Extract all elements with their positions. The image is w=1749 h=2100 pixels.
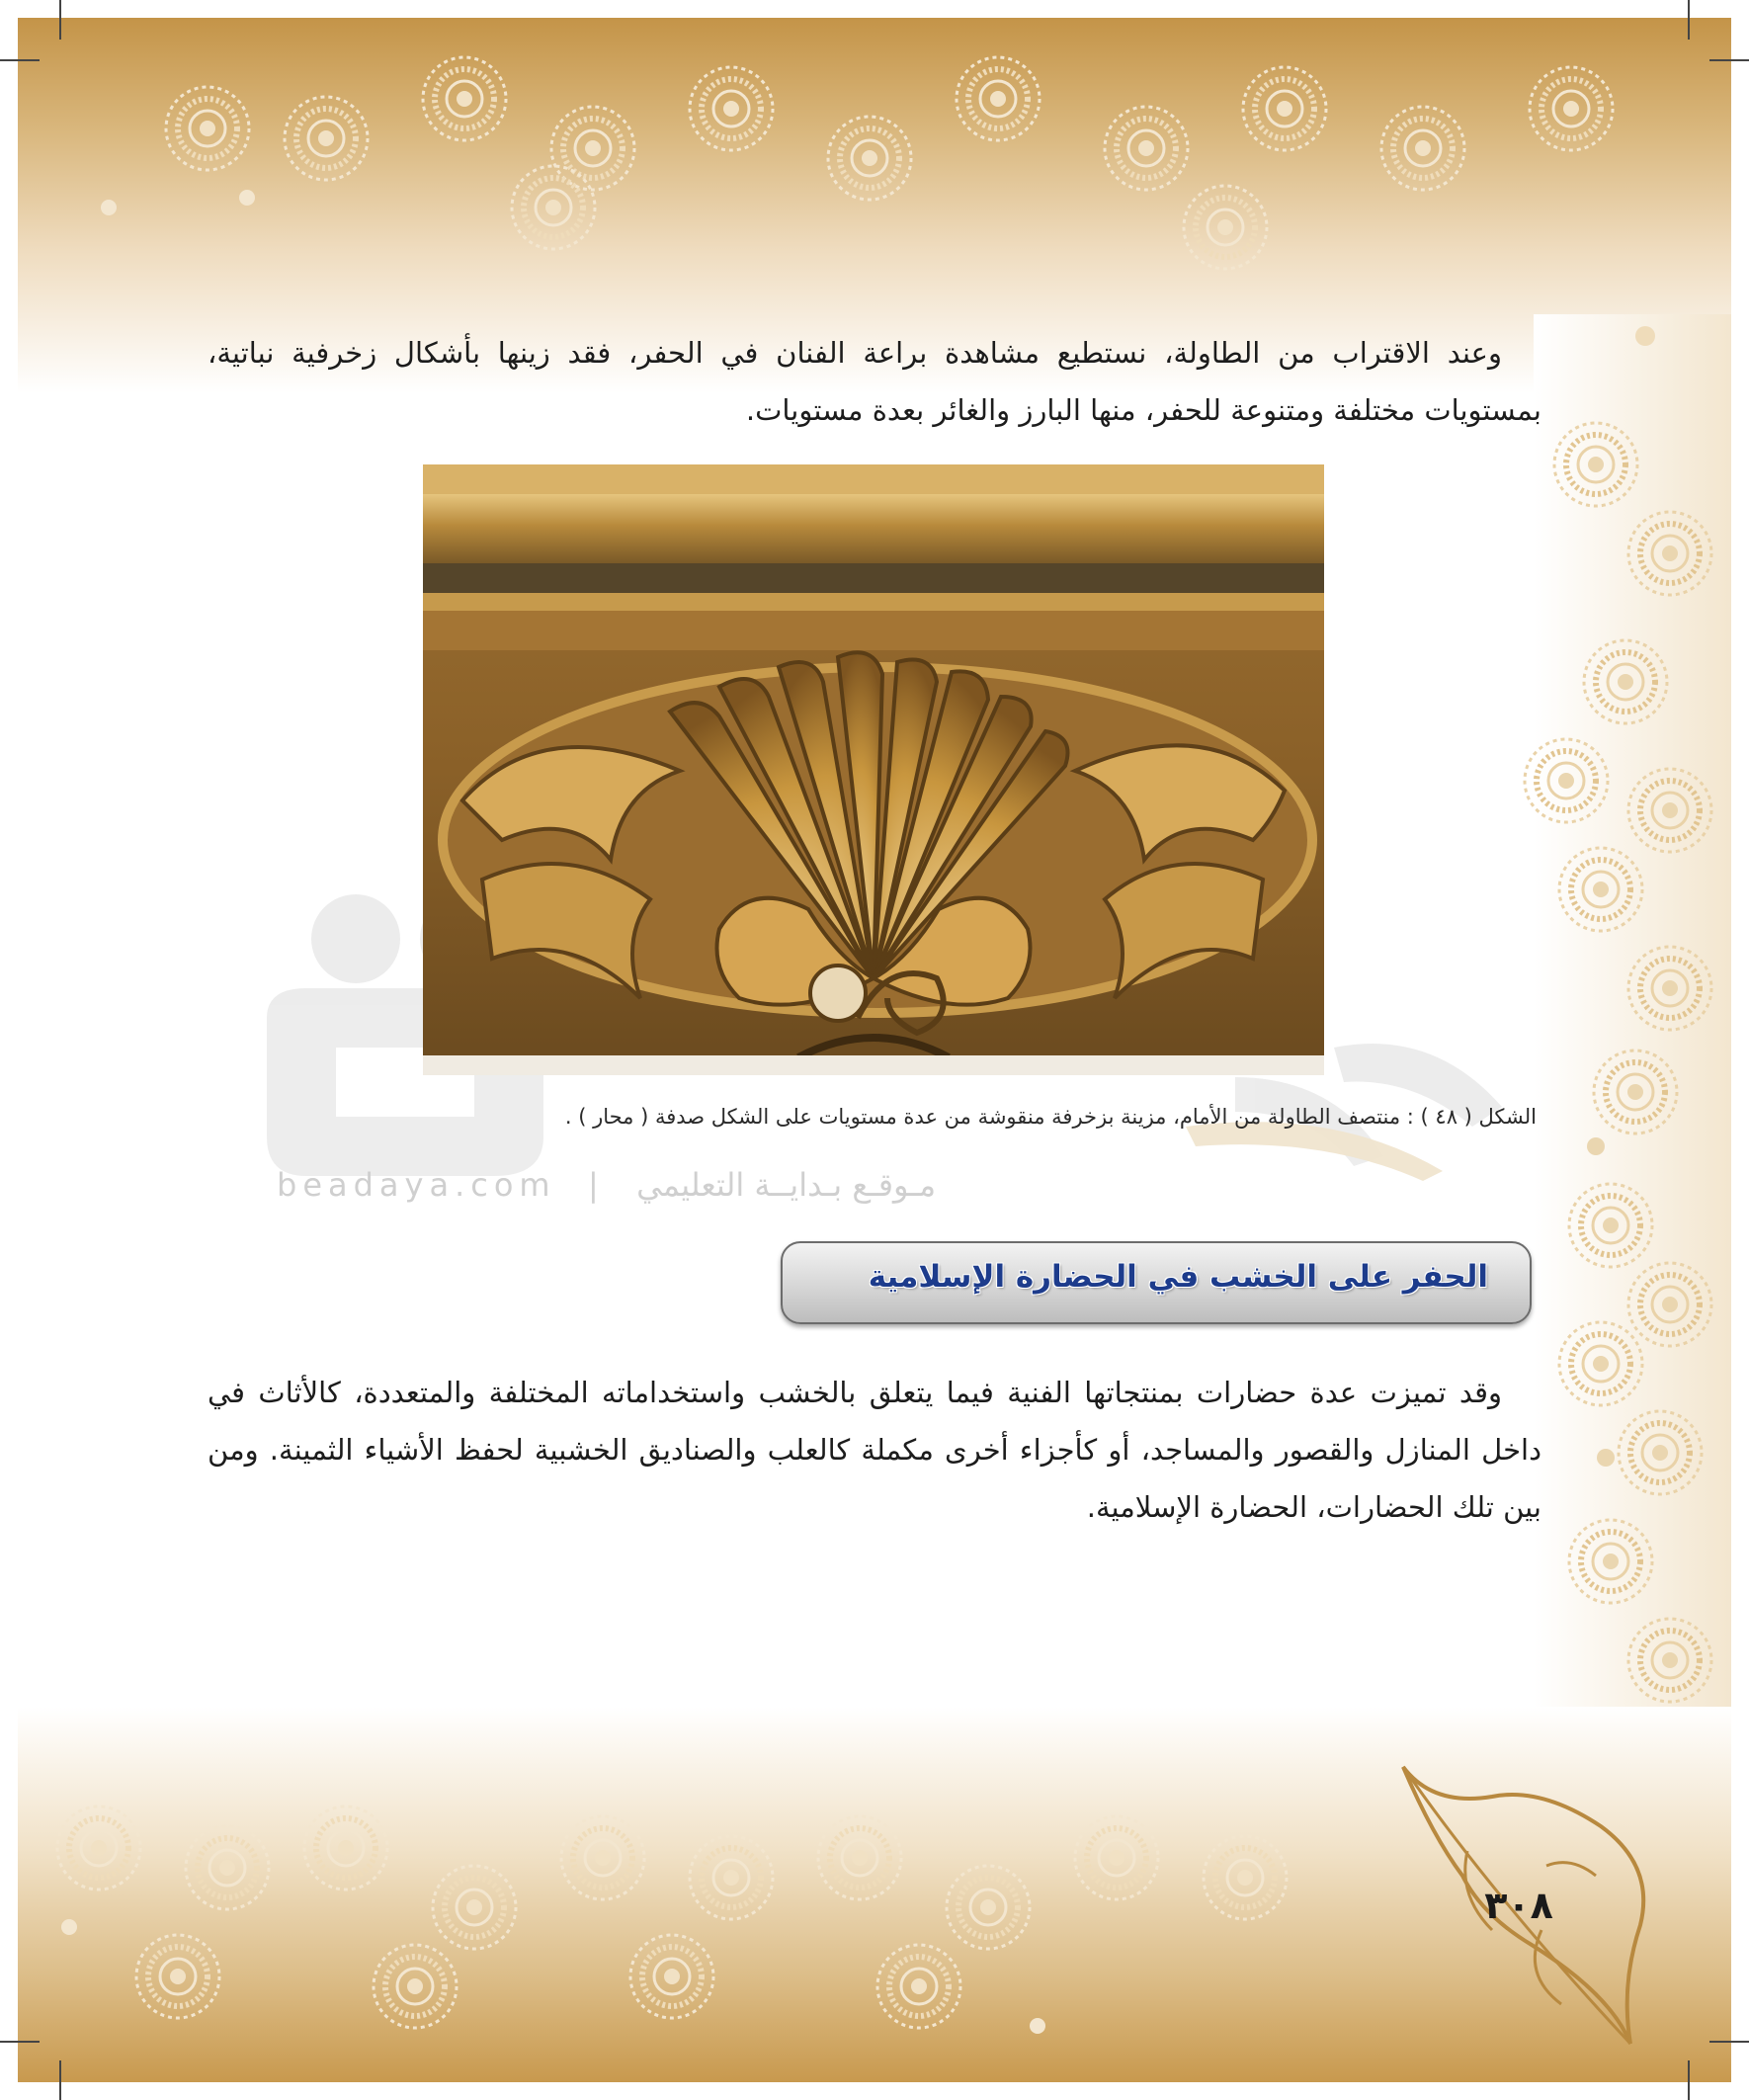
page-number: ٣٠٨ xyxy=(1484,1884,1553,1927)
section-banner xyxy=(781,1241,1532,1324)
islamic-woodcarving-paragraph: وقد تميزت عدة حضارات بمنتجاتها الفنية فيما يتعلق بالخشب واستخداماته المختلفة والمتعددة، كالأثاث في داخل المنازل والقصور والمساجد، أو كأجزاء أخرى مكملة كالعلب والصناديق الخشبية لحفظ الأشياء الثمينة. ومن بين تلك الحضارات، الحضارة الإسلامية. xyxy=(208,1376,1541,1524)
figure-caption: الشكل ( ٤٨ ) : منتصف الطاولة من الأمام، مزينة بزخرفة منقوشة من عدة مستويات على الشكل صدفة ( محار ) . xyxy=(564,1105,1537,1129)
crop-mark xyxy=(59,0,61,40)
crop-mark xyxy=(0,59,40,61)
crop-mark xyxy=(59,2060,61,2100)
crop-mark xyxy=(1688,2060,1690,2100)
watermark-text: beadaya.com | مـوقـع بـدايــة التعليمي xyxy=(277,1166,937,1204)
crop-mark xyxy=(1688,0,1690,40)
figure-carved-table-photo xyxy=(423,464,1324,1075)
crop-mark xyxy=(1709,2041,1749,2043)
crop-mark xyxy=(1709,59,1749,61)
intro-paragraph: وعند الاقتراب من الطاولة، نستطيع مشاهدة براعة الفنان في الحفر، فقد زينها بأشكال زخرفية نباتية، بمستويات مختلفة ومتنوعة للحفر، منها البارز والغائر بعدة مستويات. xyxy=(208,336,1541,427)
watermark-latin: beadaya.com xyxy=(277,1166,556,1204)
section-title: الحفر على الخشب في الحضارة الإسلامية xyxy=(868,1259,1488,1295)
crop-mark xyxy=(0,2041,40,2043)
watermark-arabic: مـوقـع بـدايــة التعليمي xyxy=(636,1166,937,1204)
